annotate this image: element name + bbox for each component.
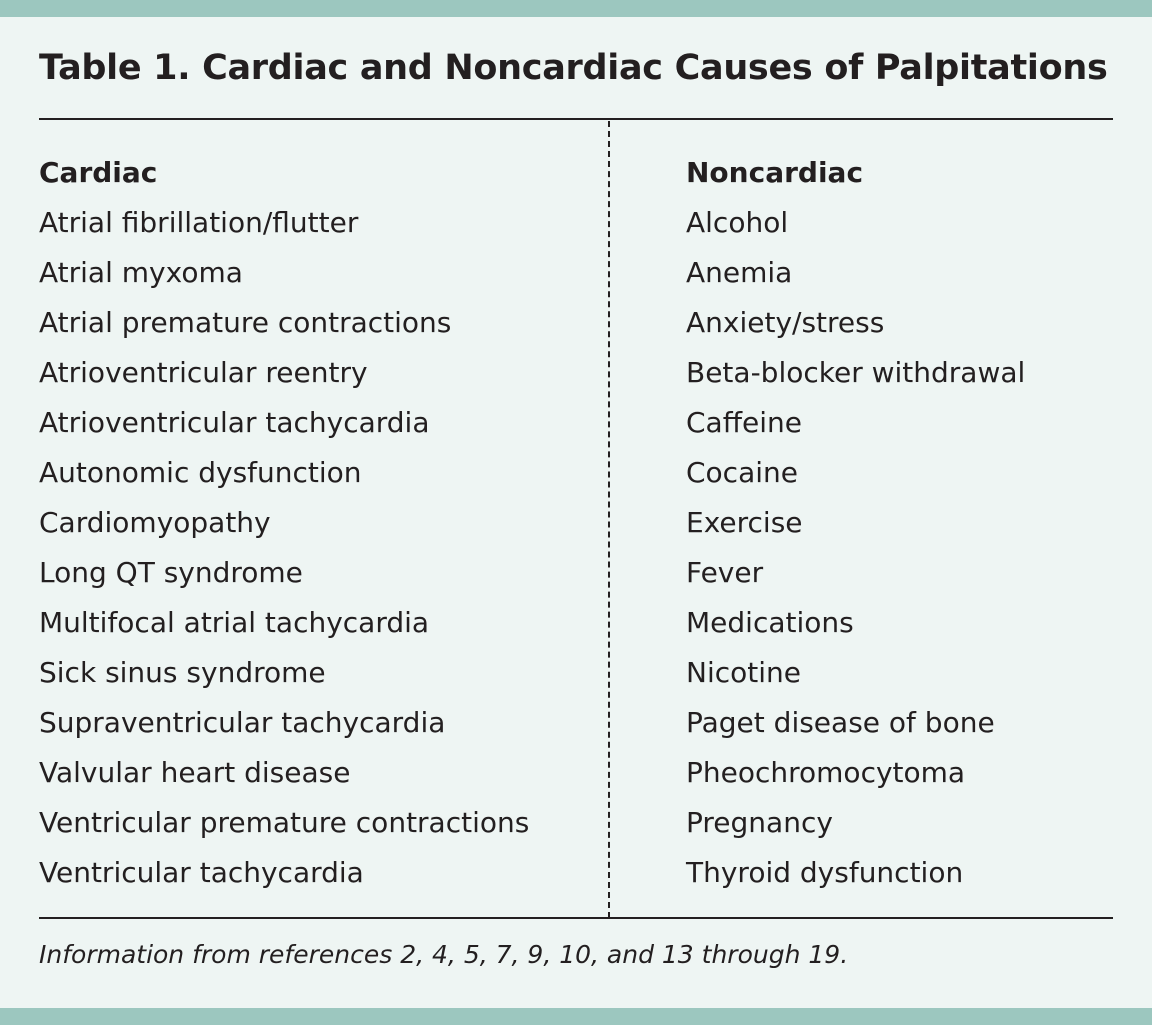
list-item: Beta-blocker withdrawal [686, 356, 1026, 389]
top-accent-bar [0, 0, 1152, 17]
list-item: Anxiety/stress [686, 306, 885, 339]
list-item: Fever [686, 556, 764, 589]
list-item: Supraventricular tachycardia [39, 706, 446, 739]
list-item: Caffeine [686, 406, 802, 439]
list-item: Long QT syndrome [39, 556, 303, 589]
list-item: Atrial premature contractions [39, 306, 452, 339]
list-item: Anemia [686, 256, 793, 289]
column-divider [608, 121, 610, 918]
list-item: Paget disease of bone [686, 706, 995, 739]
list-item: Atrioventricular reentry [39, 356, 368, 389]
list-item: Ventricular tachycardia [39, 856, 364, 889]
list-item: Alcohol [686, 206, 789, 239]
list-item: Nicotine [686, 656, 801, 689]
list-item: Sick sinus syndrome [39, 656, 326, 689]
list-item: Medications [686, 606, 854, 639]
bottom-rule [39, 917, 1113, 919]
column-header: Noncardiac [686, 156, 864, 189]
list-item: Thyroid dysfunction [686, 856, 964, 889]
list-item: Valvular heart disease [39, 756, 351, 789]
noncardiac-column [686, 152, 1025, 902]
bottom-accent-bar [0, 1008, 1152, 1025]
list-item: Atrial fibrillation/flutter [39, 206, 359, 239]
table-title: Table 1. Cardiac and Noncardiac Causes of Palpitations [39, 48, 1108, 88]
list-item: Exercise [686, 506, 803, 539]
list-item: Pheochromocytoma [686, 756, 966, 789]
column-header: Cardiac [39, 156, 158, 189]
list-item: Atrioventricular tachycardia [39, 406, 430, 439]
list-item: Multifocal atrial tachycardia [39, 606, 430, 639]
list-item: Pregnancy [686, 806, 833, 839]
top-rule [39, 118, 1113, 120]
footnote: Information from references 2, 4, 5, 7, 9, 10, and 13 through 19. [39, 940, 849, 969]
list-item: Cardiomyopathy [39, 506, 271, 539]
list-item: Cocaine [686, 456, 798, 489]
list-item: Atrial myxoma [39, 256, 243, 289]
cardiac-column [39, 152, 529, 902]
list-item: Ventricular premature contractions [39, 806, 530, 839]
list-item: Autonomic dysfunction [39, 456, 362, 489]
